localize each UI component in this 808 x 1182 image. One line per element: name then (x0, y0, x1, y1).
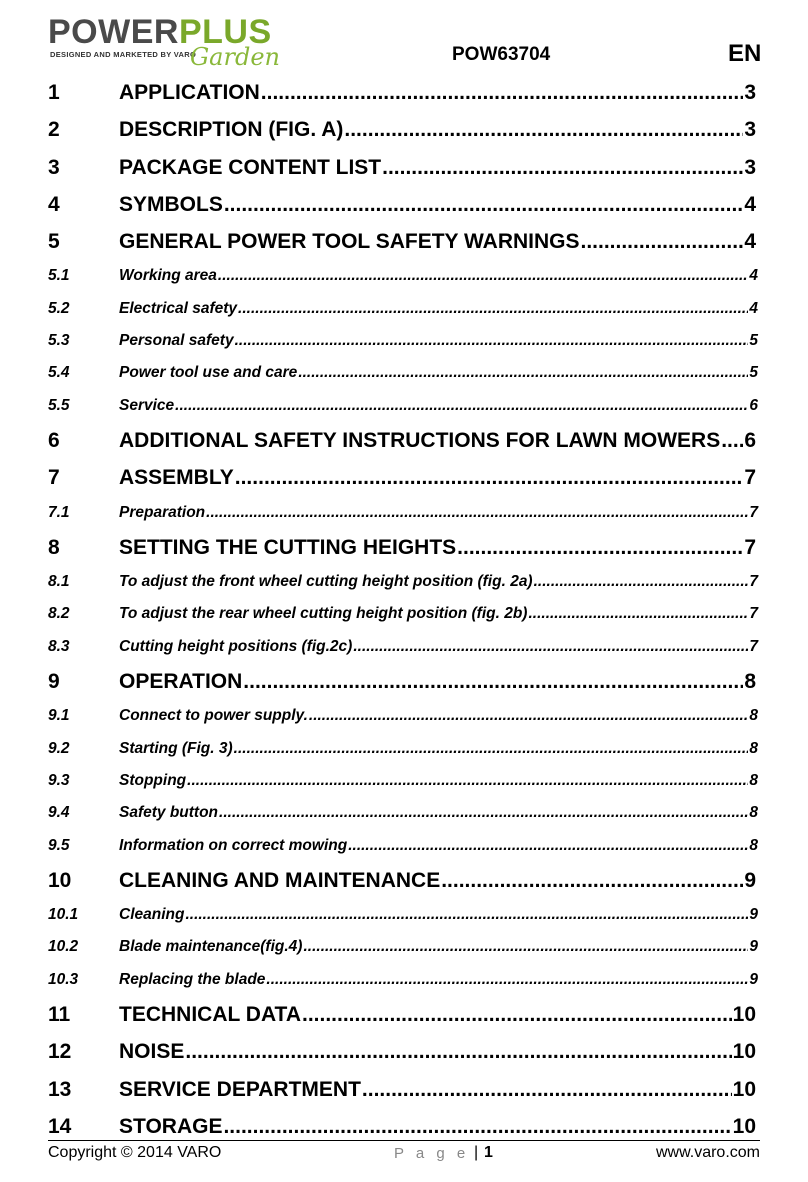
toc-entry-number: 9.5 (48, 836, 70, 854)
toc-entry-page: 3 (744, 155, 756, 179)
toc-entry-page: 5 (749, 332, 758, 350)
dot-leader (309, 700, 748, 732)
toc-entry-page: 5 (749, 364, 758, 382)
dot-leader (261, 74, 744, 111)
toc-entry-page: 6 (749, 396, 758, 414)
toc-entry-title: Preparation (119, 503, 206, 521)
toc-entry-number: 10.3 (48, 970, 79, 988)
toc-entry-page: 8 (749, 771, 758, 789)
toc-entry-title: Starting (Fig. 3) (119, 739, 233, 757)
toc-entry-number: 11 (48, 1003, 71, 1027)
toc-entry-number: 4 (48, 192, 60, 216)
dot-leader (266, 964, 748, 996)
toc-entry-page: 8 (749, 804, 758, 822)
toc-entry-title: Information on correct mowing (119, 836, 348, 854)
copyright-text: Copyright © 2014 VARO (48, 1144, 222, 1161)
model-number: POW63704 (452, 44, 551, 65)
dot-leader (528, 598, 748, 630)
dot-leader (721, 422, 743, 459)
dot-leader (175, 390, 748, 422)
dot-leader (348, 830, 748, 862)
toc-entry-number: 5.4 (48, 364, 70, 382)
dot-leader (235, 459, 744, 496)
dot-leader (238, 293, 748, 325)
toc-entry[interactable] (48, 325, 760, 357)
toc-entry[interactable] (48, 497, 760, 529)
dot-leader (206, 497, 748, 529)
toc-entry[interactable] (48, 700, 760, 732)
toc-entry[interactable] (48, 390, 760, 422)
toc-entry-number: 9 (48, 670, 60, 694)
toc-entry[interactable] (48, 598, 760, 630)
toc-entry-page: 7 (749, 573, 758, 591)
toc-entry-number: 5.1 (48, 267, 70, 285)
toc-entry[interactable] (48, 862, 760, 899)
toc-entry[interactable] (48, 260, 760, 292)
toc-entry-page: 7 (744, 535, 756, 559)
toc-entry-page: 4 (749, 267, 758, 285)
toc-entry-page: 9 (749, 906, 758, 924)
toc-entry-title: Working area (119, 267, 217, 285)
toc-entry-page: 4 (749, 299, 758, 317)
toc-entry-title: Safety button (119, 804, 219, 822)
dot-leader (441, 862, 743, 899)
dot-leader (302, 996, 732, 1033)
toc-entry[interactable] (48, 931, 760, 963)
toc-entry-title: Electrical safety (119, 299, 238, 317)
toc-entry[interactable] (48, 899, 760, 931)
toc-entry-number: 5 (48, 230, 60, 254)
dot-leader (185, 899, 748, 931)
toc-entry-number: 5.2 (48, 299, 70, 317)
toc-entry[interactable] (48, 74, 760, 111)
toc-entry-title: SYMBOLS (119, 192, 223, 216)
toc-entry[interactable] (48, 631, 760, 663)
toc-entry-number: 6 (48, 428, 60, 452)
toc-entry-title: Cleaning (119, 906, 185, 924)
toc-entry-number: 10.1 (48, 906, 79, 924)
toc-entry[interactable] (48, 663, 760, 700)
toc-entry[interactable] (48, 149, 760, 186)
toc-entry-title: Blade maintenance(fig.4) (119, 938, 303, 956)
toc-entry-title: Service (119, 396, 175, 414)
toc-entry-title: ASSEMBLY (119, 466, 234, 490)
toc-entry-title: STORAGE (119, 1114, 223, 1138)
toc-entry-number: 1 (48, 81, 60, 104)
toc-entry-page: 3 (744, 81, 756, 104)
logo-wordmark: POWERPLUS (48, 13, 272, 51)
toc-entry-page: 8 (749, 836, 758, 854)
toc-entry[interactable] (48, 566, 760, 598)
toc-entry-page: 8 (744, 670, 756, 694)
toc-entry-title: GENERAL POWER TOOL SAFETY WARNINGS (119, 230, 580, 254)
toc-entry-number: 10.2 (48, 938, 79, 956)
language-code: EN (728, 40, 762, 67)
dot-leader (185, 1033, 731, 1070)
toc-entry-title: ADDITIONAL SAFETY INSTRUCTIONS FOR LAWN MOWERS (119, 428, 721, 452)
dot-leader (243, 663, 743, 700)
toc-entry-title: Connect to power supply. (119, 707, 308, 725)
logo-garden-script: Garden (190, 43, 280, 71)
toc-entry[interactable] (48, 733, 760, 765)
toc-entry[interactable] (48, 223, 760, 260)
toc-entry[interactable] (48, 1033, 760, 1070)
toc-entry-title: To adjust the rear wheel cutting height position (fig. 2b) (119, 605, 528, 623)
toc-entry-number: 14 (48, 1114, 72, 1138)
footer-divider (48, 1140, 760, 1141)
toc-entry[interactable] (48, 830, 760, 862)
dot-leader (224, 186, 743, 223)
page-number: 1 (484, 1144, 493, 1161)
toc-entry-number: 7.1 (48, 503, 70, 521)
toc-entry-number: 8.2 (48, 605, 70, 623)
toc-entry[interactable] (48, 186, 760, 223)
toc-entry[interactable] (48, 529, 760, 566)
page-label: P a g e (394, 1145, 470, 1162)
dot-leader (344, 111, 743, 148)
dot-leader (303, 931, 748, 963)
dot-leader (235, 325, 749, 357)
page-separator: | (474, 1144, 479, 1161)
dot-leader (581, 223, 744, 260)
toc-entry-page: 10 (732, 1003, 756, 1027)
toc-entry-title: Power tool use and care (119, 364, 298, 382)
toc-entry-page: 8 (749, 707, 758, 725)
toc-entry-page: 9 (744, 868, 756, 892)
toc-entry-number: 7 (48, 466, 60, 490)
toc-entry[interactable] (48, 797, 760, 829)
toc-entry-title: SERVICE DEPARTMENT (119, 1077, 361, 1101)
toc-entry-page: 7 (749, 605, 758, 623)
dot-leader (353, 631, 748, 663)
toc-entry-page: 10 (732, 1077, 756, 1101)
toc-entry-title: Cutting height positions (fig.2c) (119, 637, 353, 655)
toc-entry-page: 4 (744, 230, 756, 254)
toc-entry-number: 13 (48, 1077, 72, 1101)
dot-leader (382, 149, 743, 186)
toc-entry[interactable] (48, 459, 760, 496)
toc-entry-page: 9 (749, 970, 758, 988)
toc-entry-title: Replacing the blade (119, 970, 266, 988)
toc-entry-number: 8 (48, 535, 60, 559)
toc-entry-title: DESCRIPTION (FIG. A) (119, 118, 344, 142)
website-url: www.varo.com (655, 1144, 760, 1161)
toc-entry-page: 10 (732, 1114, 756, 1138)
toc-entry-page: 7 (749, 637, 758, 655)
dot-leader (234, 733, 749, 765)
toc-entry-page: 9 (749, 938, 758, 956)
dot-leader (218, 260, 748, 292)
toc-entry-page: 3 (744, 118, 756, 142)
toc-entry-page: 7 (744, 466, 756, 490)
logo-tagline: DESIGNED AND MARKETED BY VARO (50, 50, 197, 59)
toc-entry[interactable] (48, 293, 760, 325)
table-of-contents (48, 74, 760, 1145)
toc-entry-title: CLEANING AND MAINTENANCE (119, 868, 441, 892)
dot-leader (362, 1071, 732, 1108)
toc-entry[interactable] (48, 357, 760, 389)
toc-entry[interactable] (48, 996, 760, 1033)
toc-entry[interactable] (48, 765, 760, 797)
toc-entry-number: 9.4 (48, 804, 70, 822)
toc-entry-number: 8.1 (48, 573, 70, 591)
toc-entry-number: 5.3 (48, 332, 70, 350)
toc-entry[interactable] (48, 422, 760, 459)
toc-entry-number: 2 (48, 118, 60, 142)
toc-entry-page: 4 (744, 192, 756, 216)
toc-entry-page: 10 (732, 1040, 756, 1064)
toc-entry-number: 8.3 (48, 637, 70, 655)
toc-entry-number: 3 (48, 155, 60, 179)
toc-entry[interactable] (48, 1071, 760, 1108)
toc-entry[interactable] (48, 111, 760, 148)
toc-entry-page: 7 (749, 503, 758, 521)
toc-entry-title: Personal safety (119, 332, 234, 350)
dot-leader (298, 357, 748, 389)
toc-entry-title: Stopping (119, 771, 187, 789)
toc-entry-title: OPERATION (119, 670, 243, 694)
toc-entry-title: SETTING THE CUTTING HEIGHTS (119, 535, 457, 559)
dot-leader (534, 566, 749, 598)
toc-entry-number: 9.2 (48, 739, 70, 757)
dot-leader (457, 529, 743, 566)
toc-entry-number: 5.5 (48, 396, 70, 414)
toc-entry-number: 9.3 (48, 771, 70, 789)
dot-leader (187, 765, 748, 797)
toc-entry-page: 8 (749, 739, 758, 757)
toc-entry-page: 6 (744, 428, 756, 452)
toc-entry-title: PACKAGE CONTENT LIST (119, 155, 382, 179)
toc-entry-title: APPLICATION (119, 81, 260, 104)
toc-entry-title: NOISE (119, 1040, 185, 1064)
dot-leader (219, 797, 748, 829)
toc-entry-title: TECHNICAL DATA (119, 1003, 301, 1027)
toc-entry-number: 10 (48, 868, 72, 892)
toc-entry-title: To adjust the front wheel cutting height position (fig. 2a) (119, 573, 533, 591)
toc-entry-number: 12 (48, 1040, 72, 1064)
powerplus-garden-logo (48, 14, 300, 70)
toc-entry-number: 9.1 (48, 707, 70, 725)
toc-entry[interactable] (48, 964, 760, 996)
